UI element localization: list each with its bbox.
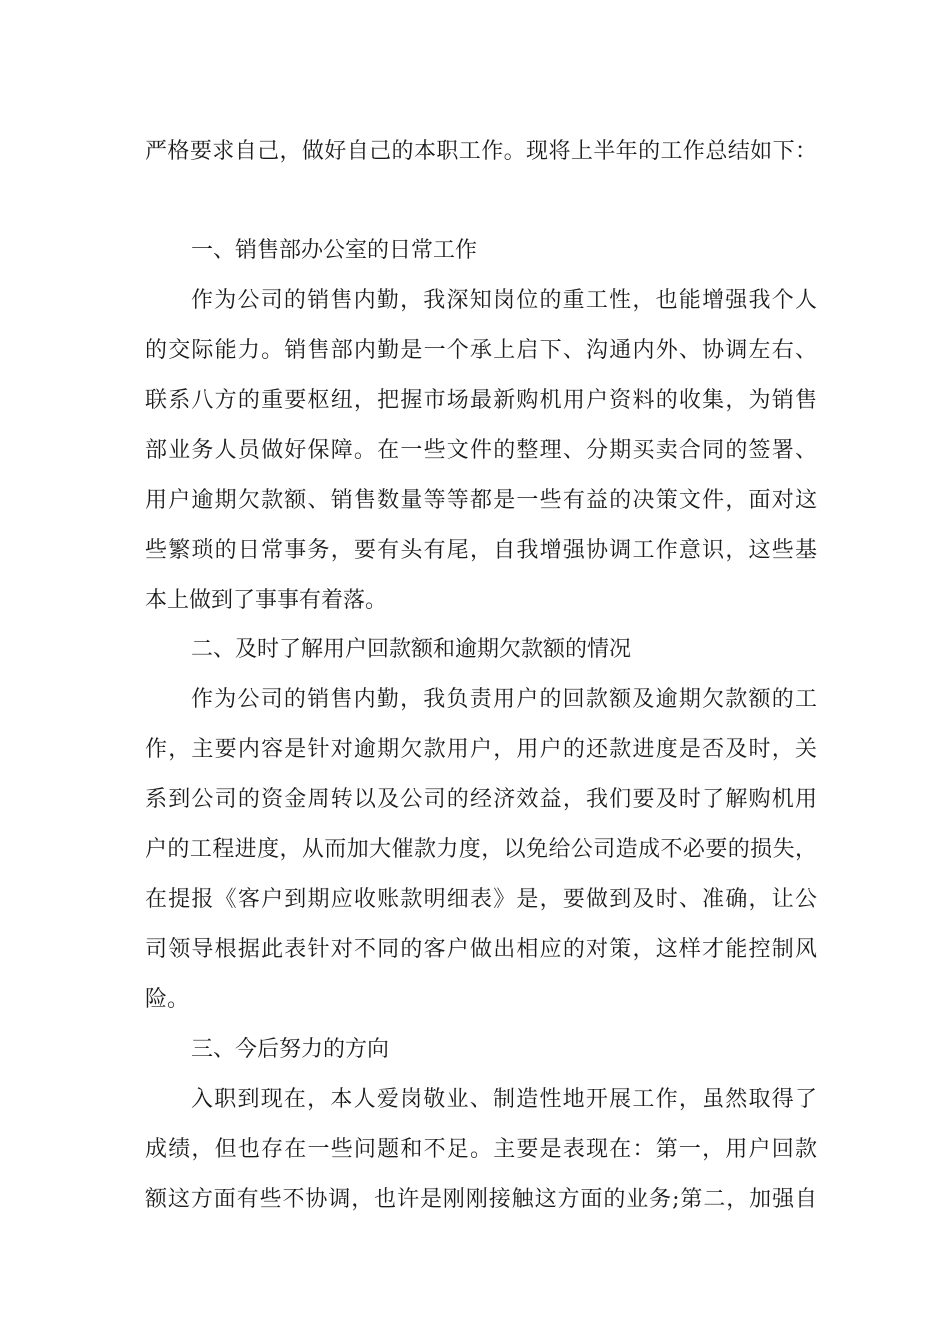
paragraph-line: 系到公司的资金周转以及公司的经济效益，我们要及时了解购机用: [145, 787, 817, 812]
paragraph-line: 些繁琐的日常事务，要有头有尾，自我增强协调工作意识，这些基: [145, 538, 817, 563]
paragraph-line: 本上做到了事事有着落。: [145, 588, 388, 613]
section-heading-1: 一、销售部办公室的日常工作: [191, 238, 478, 263]
paragraph-line: 司领导根据此表针对不同的客户做出相应的对策，这样才能控制风: [145, 937, 817, 962]
opening-line: 严格要求自己，做好自己的本职工作。现将上半年的工作总结如下：: [145, 139, 817, 164]
paragraph-line: 用户逾期欠款额、销售数量等等都是一些有益的决策文件，面对这: [145, 488, 817, 513]
section-heading-2: 二、及时了解用户回款额和逾期欠款额的情况: [191, 637, 632, 662]
paragraph-line: 户的工程进度，从而加大催款力度，以免给公司造成不必要的损失，: [145, 837, 817, 862]
paragraph-line: 作，主要内容是针对逾期欠款用户，用户的还款进度是否及时，关: [145, 737, 817, 762]
paragraph-line: 成绩，但也存在一些问题和不足。主要是表现在：第一，用户回款: [145, 1137, 817, 1162]
paragraph-line: 险。: [145, 987, 190, 1012]
paragraph-line: 入职到现在，本人爱岗敬业、制造性地开展工作，虽然取得了: [191, 1087, 817, 1112]
paragraph-line: 联系八方的重要枢纽，把握市场最新购机用户资料的收集，为销售: [145, 388, 817, 413]
paragraph-line: 的交际能力。销售部内勤是一个承上启下、沟通内外、协调左右、: [145, 338, 817, 363]
paragraph-line: 作为公司的销售内勤，我负责用户的回款额及逾期欠款额的工: [191, 687, 817, 712]
paragraph-line: 部业务人员做好保障。在一些文件的整理、分期买卖合同的签署、: [145, 438, 817, 463]
paragraph-line: 在提报《客户到期应收账款明细表》是，要做到及时、准确，让公: [145, 887, 817, 912]
paragraph-line: 额这方面有些不协调，也许是刚刚接触这方面的业务;第二，加强自: [145, 1187, 817, 1212]
section-heading-3: 三、今后努力的方向: [191, 1037, 390, 1062]
paragraph-line: 作为公司的销售内勤，我深知岗位的重工性，也能增强我个人: [191, 288, 817, 313]
